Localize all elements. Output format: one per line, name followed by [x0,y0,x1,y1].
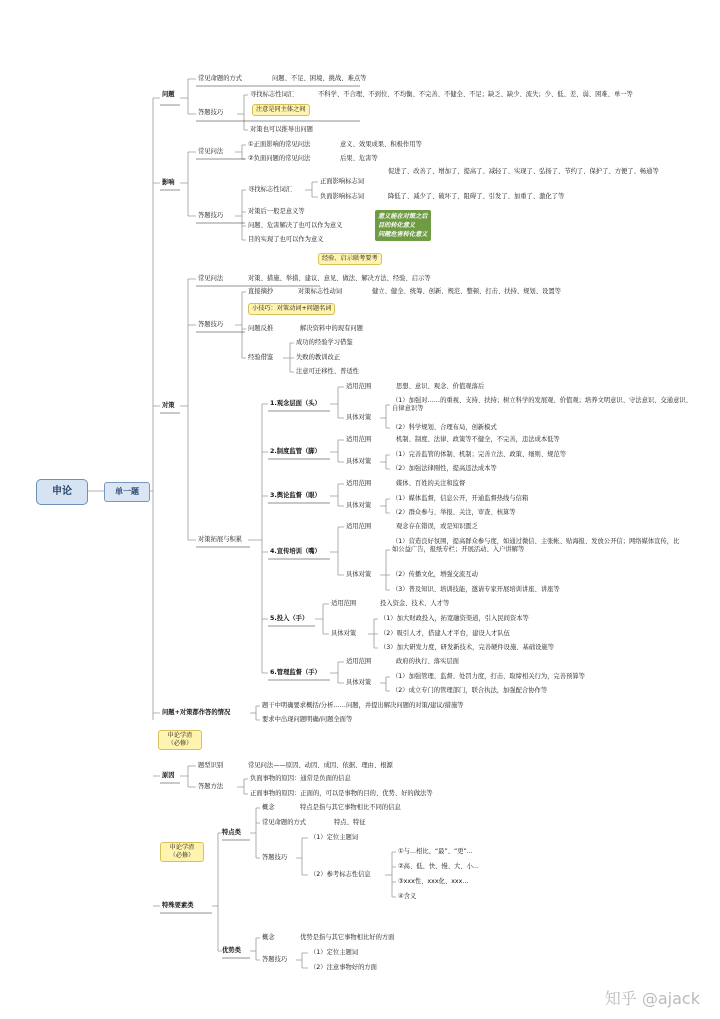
advantage-concept-value: 优势是指与其它事物相比好的方面 [300,934,395,941]
g5-a: （1）加大财政投入，拓宽融资渠道，引入民间资本等 [380,615,529,622]
measure-ext: 对策拓展与积累 [198,536,243,543]
feature-m4: ④含义 [398,893,417,900]
impact-neg: 负面影响标志词 [320,193,365,200]
feature-m1: ①与...相比、“最”、“更”... [398,848,473,855]
g2-scope: 适用范围 [346,436,372,443]
g1-scope-value: 思想、意识、观念、价值观落后 [396,383,485,390]
g6-b: （2）成立专门的管理部门，联合执法，加强配合协作等 [392,687,548,694]
impact-green-note: 意义能在对策之后 目的转化意义 问题危害转化意义 [375,210,431,241]
problem-keyword: 寻找标志性词汇 [250,91,295,98]
feature-node: 特点类 [222,829,241,836]
g3-scope: 适用范围 [346,480,372,487]
g4-b: （2）传播文化，增强交流互动 [392,571,478,578]
feature-m3: ③xxx性、xxx化、xxx... [398,878,469,885]
g5-title: 5.投入（手） [270,615,309,622]
g2-a: （1）完善监管的体制、机制；完善立法、政策、细则、规范等 [392,451,567,458]
impact-s2: 对策后一般是意义等 [248,208,305,215]
impact-keyword: 寻找标志性词汇 [248,186,293,193]
feature-concept-value: 特点是指与其它事物相比不同的信息 [300,804,401,811]
problem-reverse: 对策也可以推导出问题 [250,126,313,133]
measure-direct-verb: 对策标志性动词 [298,288,343,295]
feature-s2: （2）参考标志性信息 [310,871,371,878]
measure-direct: 直接摘抄 [248,288,274,295]
g2-spec: 具体对策 [346,458,372,465]
g5-spec: 具体对策 [331,630,357,637]
measure-reverse-value: 解决资料中的现有问题 [300,325,363,332]
reason-node: 原因 [162,772,175,779]
g5-scope-value: 投入资金、技术、人才等 [380,600,450,607]
impact-c2: ②负面问题的常见问法 [248,155,311,162]
g2-scope-value: 机制、制度、法律、政策等不健全，不完善，违法成本低等 [396,436,560,443]
g6-scope-value: 政府的执行、落实层面 [396,658,459,665]
impact-s3: 问题、危害解决了也可以作为意义 [248,222,343,229]
g4-spec: 具体对策 [346,571,372,578]
problem-keyword-value: 不科学、不合理、不到位、不均衡、不完善、不健全、不足；缺乏、缺少、流失；少、低、差、弱、困难、单一等 [318,91,633,98]
measure-direct-value: 健立、健全、统筹、创新、规范、整顿、打击、扶持、规划、设置等 [372,288,561,295]
reason-note: 申论学渣（必修） [158,730,202,750]
measure-tip: 小技巧：对策动词+问题名词 [248,303,335,315]
single-question-node: 单一题 [104,482,150,502]
impact-neg-value: 降低了、减少了、破坏了、阻碍了、引发了、加重了、激化了等 [388,193,565,200]
watermark: 知乎 @ajack [604,989,700,1008]
g6-a: （1）加强管理、监督、处罚力度，打击、取缔相关行为，完善预算等 [392,673,585,680]
g4-scope: 适用范围 [346,523,372,530]
feature-s1: （1）定位主题词 [310,834,359,841]
reason-iden: 题型识别 [198,762,224,769]
g6-spec: 具体对策 [346,679,372,686]
measure-reverse: 问题反推 [248,325,274,332]
g4-a: （1）营造良好氛围，提高群众参与度，如通过微信、主张帐、贴海报、发放公开信；网络媒体宣传，比如公益广告，报纸专栏；开展活动、入户讲解等 [392,538,680,553]
g3-title: 3.舆论监督（眼） [270,492,321,499]
g1-spec: 具体对策 [346,414,372,421]
impact-pos-value: 促进了、改善了、增加了、提高了、减轻了、实现了、弘扬了、节约了、保护了、方便了、畅通等 [388,168,659,175]
g5-scope: 适用范围 [331,600,357,607]
g3-scope-value: 媒体、百姓的关注和监督 [396,480,466,487]
g4-title: 4.宣传培训（嘴） [270,548,321,555]
g5-b: （2）吸引人才，搭建人才平台，建设人才队伍 [380,630,510,637]
measure-exp: 经验借鉴 [248,354,274,361]
impact-note: 经验、启示联考要考 [318,253,382,265]
advantage-s1: （1）定位主题词 [310,949,359,956]
feature-concept: 概念 [262,804,275,811]
problem-node: 问题 [162,91,175,98]
advantage-node: 优势类 [222,947,241,954]
special-note: 申论学渣（必修） [160,842,204,862]
g2-title: 2.制度监管（脚） [270,448,321,455]
reason-s1: 负面事物的原因：通常是负面的信息 [250,775,351,782]
g6-title: 6.管理监督（手） [270,669,321,676]
g4-c: （3）普及知识、培训技能，邀请专家开展培训讲座、讲座等 [392,586,560,593]
measure-exp2: 失败的教训改正 [296,354,341,361]
qc-a: 题干中明确要求概括/分析……问题，并提出解决问题的对策/建议/措施等 [262,702,464,709]
impact-common: 常见问法 [198,148,224,155]
g5-c: （3）加大研发力度，研发新技术，完善硬件设施、基础设施等 [380,644,555,651]
measure-skill: 答题技巧 [198,321,224,328]
g4-scope-value: 观念存在错误，或是知识匮乏 [396,523,478,530]
advantage-concept: 概念 [262,934,275,941]
impact-s4: 目的实现了也可以作为意义 [248,236,324,243]
reason-iden-value: 常见问法——原因、动因、成因、依据、理由、根源 [248,762,393,769]
impact-c1: ①正面影响的常见问法 [248,141,311,148]
g6-scope: 适用范围 [346,658,372,665]
g3-spec: 具体对策 [346,502,372,509]
measure-common: 常见问法 [198,275,224,282]
problem-note: 注意是同主体之间 [252,104,310,116]
feature-common: 常见命题的方式 [262,819,307,826]
reason-s2: 正面事物的原因：正面的，可以是事物的目的、优势、好的做法等 [250,790,433,797]
g3-b: （2）群众参与、举报、关注，审查、核算等 [392,509,516,516]
impact-c2-value: 后果、危害等 [340,155,378,162]
measure-exp3: 注意可迁移性、普适性 [296,368,359,375]
root-node: 申论 [36,479,88,505]
reason-skill: 答题方法 [198,783,224,790]
feature-common-value: 特点、特征 [334,819,366,826]
g1-b: （2）科学规划、合理布局，创新模式 [392,424,497,431]
g2-b: （2）加强法律刚性，提高违法成本等 [392,465,497,472]
feature-skill: 答题技巧 [262,854,288,861]
feature-m2: ②高、低、快、慢、大、小... [398,863,479,870]
advantage-s2: （2）注意事物好的方面 [310,964,377,971]
problem-skill: 答题技巧 [198,109,224,116]
impact-skill: 答题技巧 [198,212,224,219]
qc-node: 问题+对策都作答的情况 [162,709,231,716]
advantage-skill: 答题技巧 [262,956,288,963]
qc-b: 要求中出现问题明确/问题全面等 [262,716,353,723]
special-node: 特殊要素类 [162,902,194,909]
g3-a: （1）媒体监督，信息公开，开通监督热线与信箱 [392,495,529,502]
measure-common-value: 对策、措施、举措、建议、意见、做法、解决方法、经验、启示等 [248,275,431,282]
g1-a: （1）加强对……的重视、支持、扶持；树立科学的发展观、价值观；培养文明意识、守法意识、交通意识、自律意识等 [392,397,692,412]
problem-common: 常见命题的方式 [198,75,243,82]
impact-pos: 正面影响标志词 [320,178,365,185]
measure-node: 对策 [162,402,175,409]
impact-c1-value: 意义、效果成果、积极作用等 [340,141,422,148]
impact-node: 影响 [162,179,175,186]
measure-exp1: 成功的经验学习借鉴 [296,339,353,346]
problem-common-value: 问题、不足、困境、挑战、难点等 [272,75,367,82]
g1-scope: 适用范围 [346,383,372,390]
g1-title: 1.观念层面（头） [270,400,321,407]
